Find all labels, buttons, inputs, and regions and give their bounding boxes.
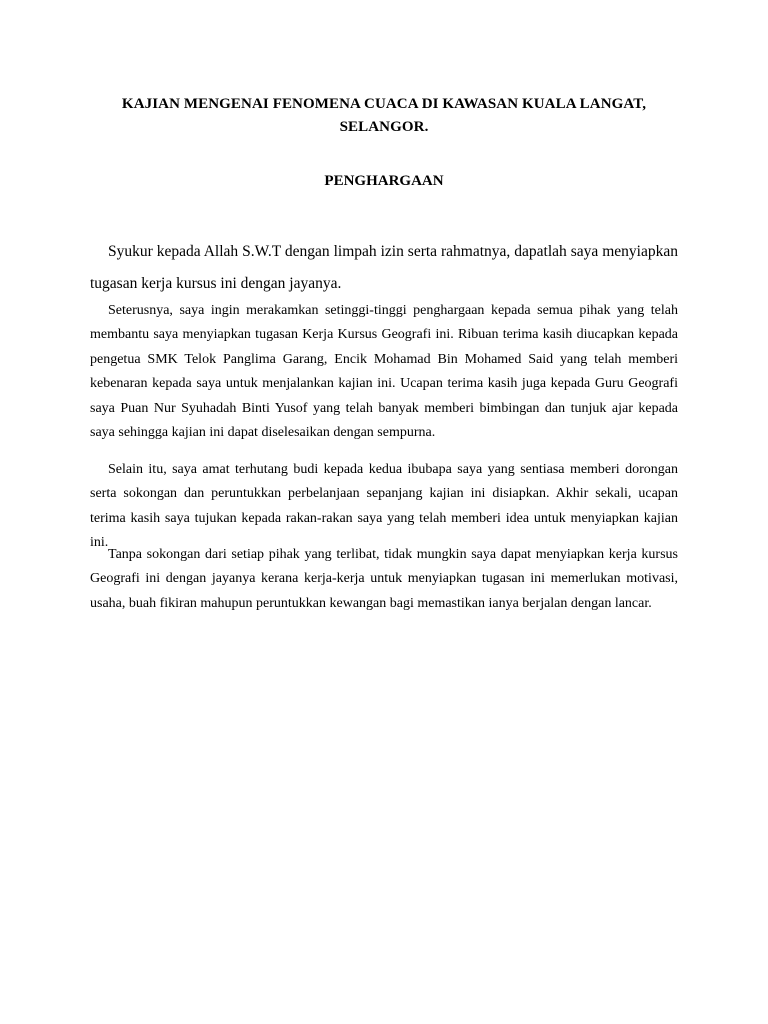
paragraph-1: Syukur kepada Allah S.W.T dengan limpah izin serta rahmatnya, dapatlah saya menyiapkan tugasan kerja kursus ini dengan jayanya. bbox=[90, 243, 678, 292]
title-line-1: KAJIAN MENGENAI FENOMENA CUACA DI KAWASAN KUALA LANGAT, bbox=[121, 96, 647, 112]
section-heading: PENGHARGAAN bbox=[324, 173, 444, 189]
paragraph-2: Seterusnya, saya ingin merakamkan setinggi-tinggi penghargaan kepada semua pihak yang telah membantu saya menyiapkan tugasan Kerja Kursus Geografi ini. Ribuan terima kasih diucapkan kepada pengetua SMK Telok Panglima Garang, Encik Mohamad Bin Mohamed Said yang telah memberi kebenaran kepada saya untuk menjalankan kajian ini. Ucapan terima kasih juga kepada Guru Geografi saya Puan Nur Syuhadah Binti Yusof yang telah banyak memberi bimbingan dan tunjuk ajar kepada saya sehingga kajian ini dapat diselesaikan dengan sempurna. bbox=[90, 303, 678, 441]
document-title bbox=[90, 93, 678, 139]
paragraph-3: Selain itu, saya amat terhutang budi kepada kedua ibubapa saya yang sentiasa memberi dorongan serta sokongan dan peruntukkan perbelanjaan sepanjang kajian ini disiapkan. Akhir sekali, ucapan terima kasih saya tujukan kepada rakan-rakan saya yang telah memberi idea untuk menyiapkan kajian ini. bbox=[90, 462, 678, 551]
title-line-2: SELANGOR. bbox=[339, 119, 429, 135]
paragraph-4: Tanpa sokongan dari setiap pihak yang terlibat, tidak mungkin saya dapat menyiapkan kerja kursus Geografi ini dengan jayanya kerana kerja-kerja untuk menyiapkan tugasan ini memerlukan motivasi, usaha, buah fikiran mahupun peruntukkan kewangan bagi memastikan ianya berjalan dengan lancar. bbox=[90, 547, 678, 611]
